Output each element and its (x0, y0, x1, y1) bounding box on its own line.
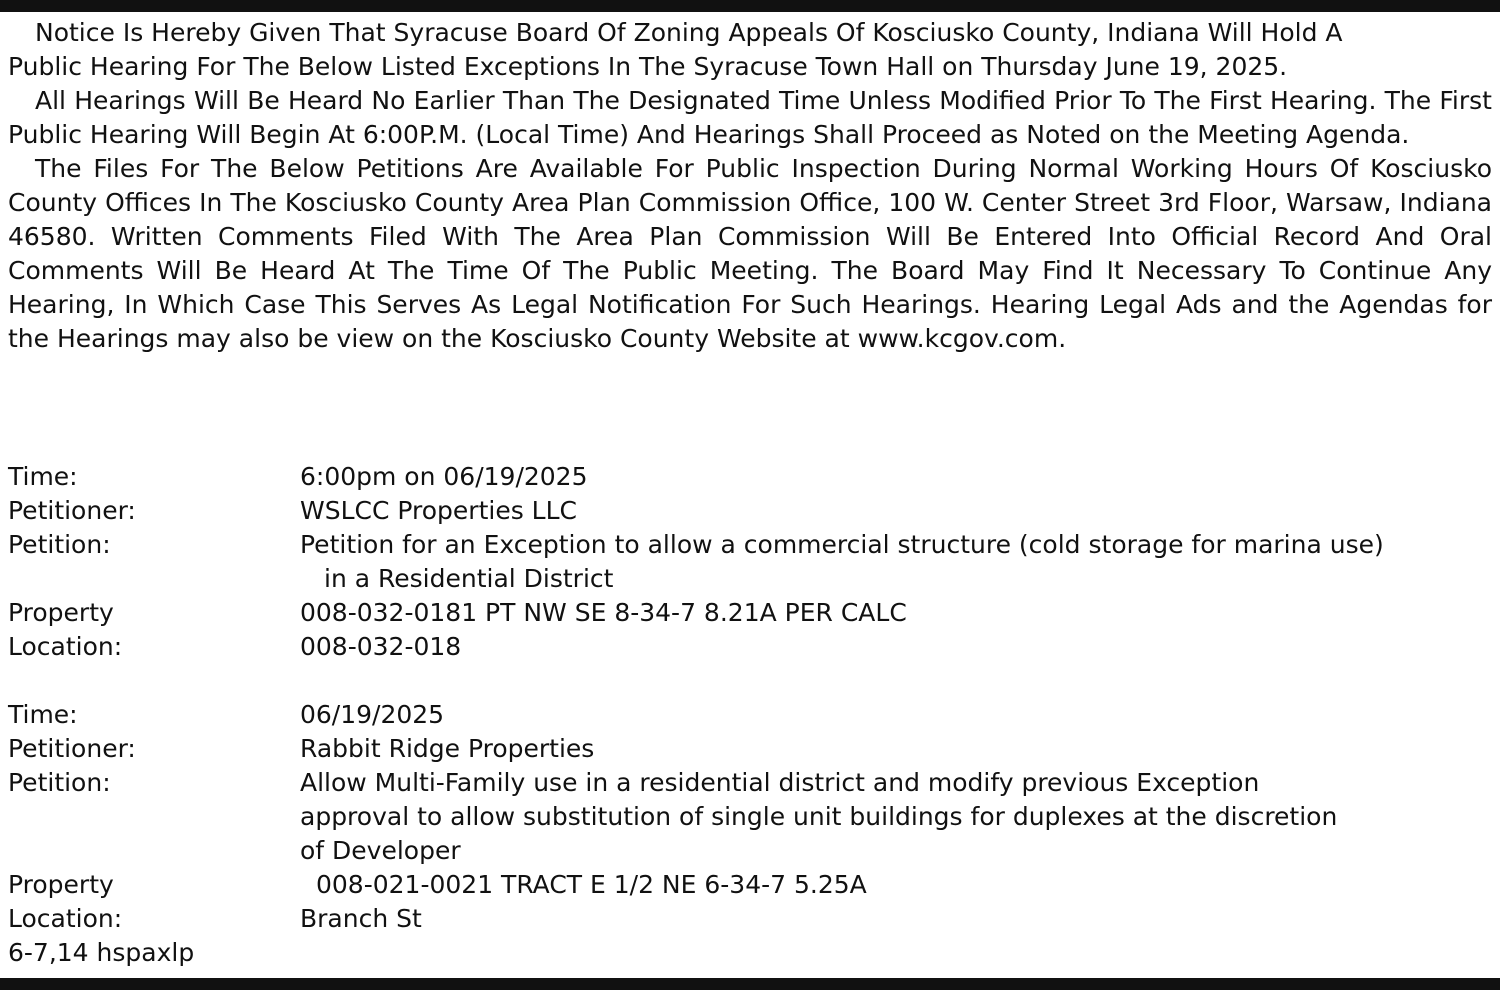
hearing-time-value: 06/19/2025 (300, 700, 445, 729)
petition-line: in a Residential District (324, 564, 614, 593)
hearing-property-row (8, 868, 1492, 902)
notice-paragraph-1 (8, 16, 1492, 50)
hearing-location-row (8, 902, 1492, 936)
hearing-entry (8, 698, 1492, 970)
time-label: Time: (8, 700, 78, 729)
hearing-entry (8, 460, 1492, 664)
hearing-petition-row (8, 766, 1492, 868)
footer-code-row (8, 936, 1492, 970)
property-label: Property (8, 870, 114, 899)
petition-line: Petition for an Exception to allow a commercial structure (cold storage for marina use) (300, 530, 1384, 559)
notice-paragraph-2: All Hearings Will Be Heard No Earlier Than The Designated Time Unless Modified Prior To The First Hearing. The First Public Hearing Will Begin At 6:00P.M. (Local Time) And Hearings Shall Proceed as Noted on the Meeting Agenda. (8, 86, 1492, 149)
publication-code: 6-7,14 hspaxlp (8, 938, 195, 967)
hearings-list (8, 460, 1492, 970)
hearing-petitioner-row (8, 494, 1492, 528)
notice-body (8, 16, 1492, 356)
bottom-rule (0, 978, 1500, 990)
location-label: Location: (8, 904, 123, 933)
petitioner-label: Petitioner: (8, 496, 136, 525)
notice-paragraph-1-continued (8, 50, 1492, 84)
hearing-petition-row (8, 528, 1492, 596)
hearing-petitioner-value: Rabbit Ridge Properties (300, 734, 595, 763)
notice-paragraph-1-line-1: Notice Is Hereby Given That Syracuse Board Of Zoning Appeals Of Kosciusko County, Indiana Will Hold A (35, 18, 1343, 47)
hearing-property-value: 008-032-0181 PT NW SE 8-34-7 8.21A PER CALC (300, 598, 907, 627)
petition-label: Petition: (8, 768, 111, 797)
hearing-location-row (8, 630, 1492, 664)
petitioner-label: Petitioner: (8, 734, 136, 763)
petition-label: Petition: (8, 530, 111, 559)
hearing-time-row (8, 460, 1492, 494)
petition-line: Allow Multi-Family use in a residential district and modify previous Exception (300, 768, 1260, 797)
hearing-petition-value (300, 766, 1492, 868)
notice-paragraph-3: The Files For The Below Petitions Are Available For Public Inspection During Normal Working Hours Of Kosciusko County Offices In The Kosciusko County Area Plan Commission Office, 100 W. Center Street 3rd Floor, Warsaw, Indiana 46580. Written Comments Filed With The Area Plan Commission Will Be Entered Into Official Record And Oral Comments Will Be Heard At The Time Of The Public Meeting. The Board May Find It Necessary To Continue Any Hearing, In Which Case This Serves As Legal Notification For Such Hearings. Hearing Legal Ads and the Agendas for the Hearings may also be view on the Kosciusko County Website at www.kcgov.com. (8, 154, 1492, 353)
hearing-petitioner-value: WSLCC Properties LLC (300, 496, 577, 525)
property-label: Property (8, 598, 114, 627)
hearing-property-value: 008-021-0021 TRACT E 1/2 NE 6-34-7 5.25A (316, 870, 867, 899)
hearing-location-value: 008-032-018 (300, 632, 462, 661)
hearing-time-value: 6:00pm on 06/19/2025 (300, 462, 588, 491)
hearing-property-row (8, 596, 1492, 630)
top-rule (0, 0, 1500, 12)
hearing-petitioner-row (8, 732, 1492, 766)
petition-line: approval to allow substitution of single unit buildings for duplexes at the discretion (300, 802, 1338, 831)
notice-paragraph-1-line-2: Public Hearing For The Below Listed Exceptions In The Syracuse Town Hall on Thursday June 19, 2025. (8, 52, 1288, 81)
time-label: Time: (8, 462, 78, 491)
hearing-location-value: Branch St (300, 904, 422, 933)
location-label: Location: (8, 632, 123, 661)
petition-line: of Developer (300, 836, 461, 865)
hearing-time-row (8, 698, 1492, 732)
hearing-petition-value (300, 528, 1492, 596)
